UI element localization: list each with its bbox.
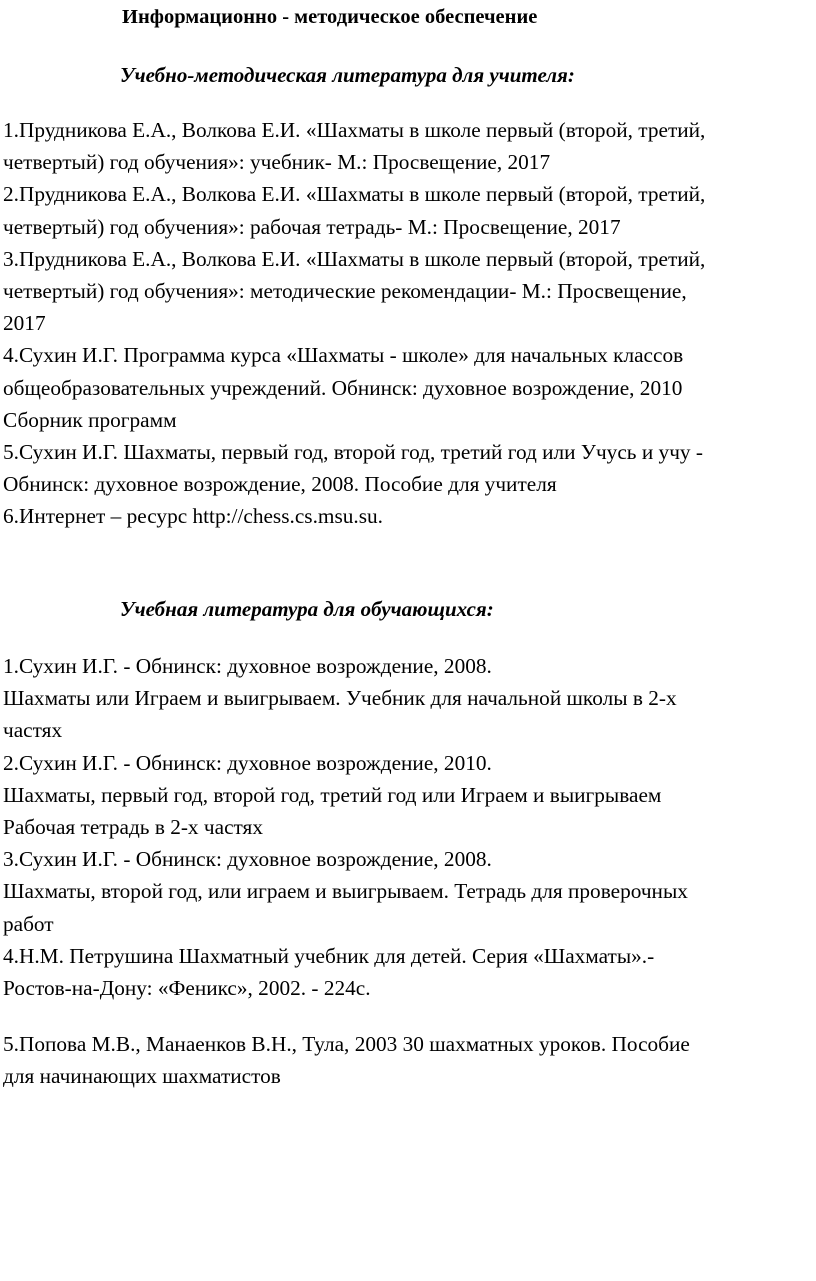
list-item — [3, 500, 816, 532]
list-item-line: работ — [3, 911, 54, 936]
list-item-line: Ростов-на-Дону: «Феникс», 2002. - 224с. — [3, 976, 371, 1001]
list-item — [3, 178, 816, 242]
list-item-line: 2.Прудникова Е.А., Волкова Е.И. «Шахматы в школе первый (второй, третий, — [3, 182, 706, 207]
list-item — [3, 114, 816, 178]
list-item-line: Рабочая тетрадь в 2-х частях — [3, 815, 263, 840]
list-item-line: Шахматы или Играем и выигрываем. Учебник для начальной школы в 2-х — [3, 686, 677, 711]
list-item — [3, 243, 816, 340]
list-item-line: частях — [3, 718, 63, 743]
list-item-line: четвертый) год обучения»: рабочая тетрадь- М.: Просвещение, 2017 — [3, 214, 621, 239]
list-item — [3, 747, 816, 844]
student-literature-heading: Учебная литература для обучающихся: — [120, 597, 494, 621]
list-item-line: Шахматы, второй год, или играем и выигрываем. Тетрадь для проверочных — [3, 879, 688, 904]
teacher-literature-list — [3, 114, 816, 533]
document-title: Информационно - методическое обеспечение — [122, 6, 538, 28]
list-item — [3, 436, 816, 500]
list-item-line: Шахматы, первый год, второй год, третий год или Играем и выигрываем — [3, 782, 662, 807]
list-item-line: четвертый) год обучения»: учебник- М.: Просвещение, 2017 — [3, 150, 551, 175]
list-item-line: 1.Прудникова Е.А., Волкова Е.И. «Шахматы в школе первый (второй, третий, — [3, 118, 706, 142]
list-item-line: 3.Сухин И.Г. - Обнинск: духовное возрождение, 2008. — [3, 847, 492, 872]
list-item — [3, 843, 816, 940]
list-item-line: 6.Интернет – ресурс http://chess.cs.msu.su. — [3, 504, 383, 529]
list-item — [3, 650, 816, 747]
list-item-line: 5.Попова М.В., Манаенков В.Н., Тула, 2003 30 шахматных уроков. Пособие — [3, 1032, 690, 1057]
list-item-line: 3.Прудникова Е.А., Волкова Е.И. «Шахматы в школе первый (второй, третий, — [3, 246, 706, 271]
list-item-line: 2.Сухин И.Г. - Обнинск: духовное возрождение, 2010. — [3, 750, 492, 775]
list-item-line: четвертый) год обучения»: методические рекомендации- М.: Просвещение, — [3, 279, 687, 304]
list-item — [3, 1028, 816, 1092]
list-item-line: Обнинск: духовное возрождение, 2008. Пособие для учителя — [3, 472, 557, 497]
student-literature-list — [3, 650, 816, 1093]
list-item-line: для начинающих шахматистов — [3, 1064, 281, 1089]
list-item-line: 4.Сухин И.Г. Программа курса «Шахматы - школе» для начальных классов — [3, 343, 684, 368]
list-item-line: 1.Сухин И.Г. - Обнинск: духовное возрождение, 2008. — [3, 654, 492, 678]
list-item-line: 4.Н.М. Петрушина Шахматный учебник для детей. Серия «Шахматы».- — [3, 943, 655, 968]
list-item-line: общеобразовательных учреждений. Обнинск: духовное возрождение, 2010 — [3, 375, 683, 400]
list-item-line: 2017 — [3, 311, 46, 336]
list-item — [3, 940, 816, 1004]
list-item — [3, 339, 816, 436]
list-item-line: Сборник программ — [3, 407, 177, 432]
list-item-line: 5.Сухин И.Г. Шахматы, первый год, второй год, третий год или Учусь и учу - — [3, 440, 703, 465]
teacher-literature-heading: Учебно-методическая литература для учителя: — [120, 63, 575, 87]
